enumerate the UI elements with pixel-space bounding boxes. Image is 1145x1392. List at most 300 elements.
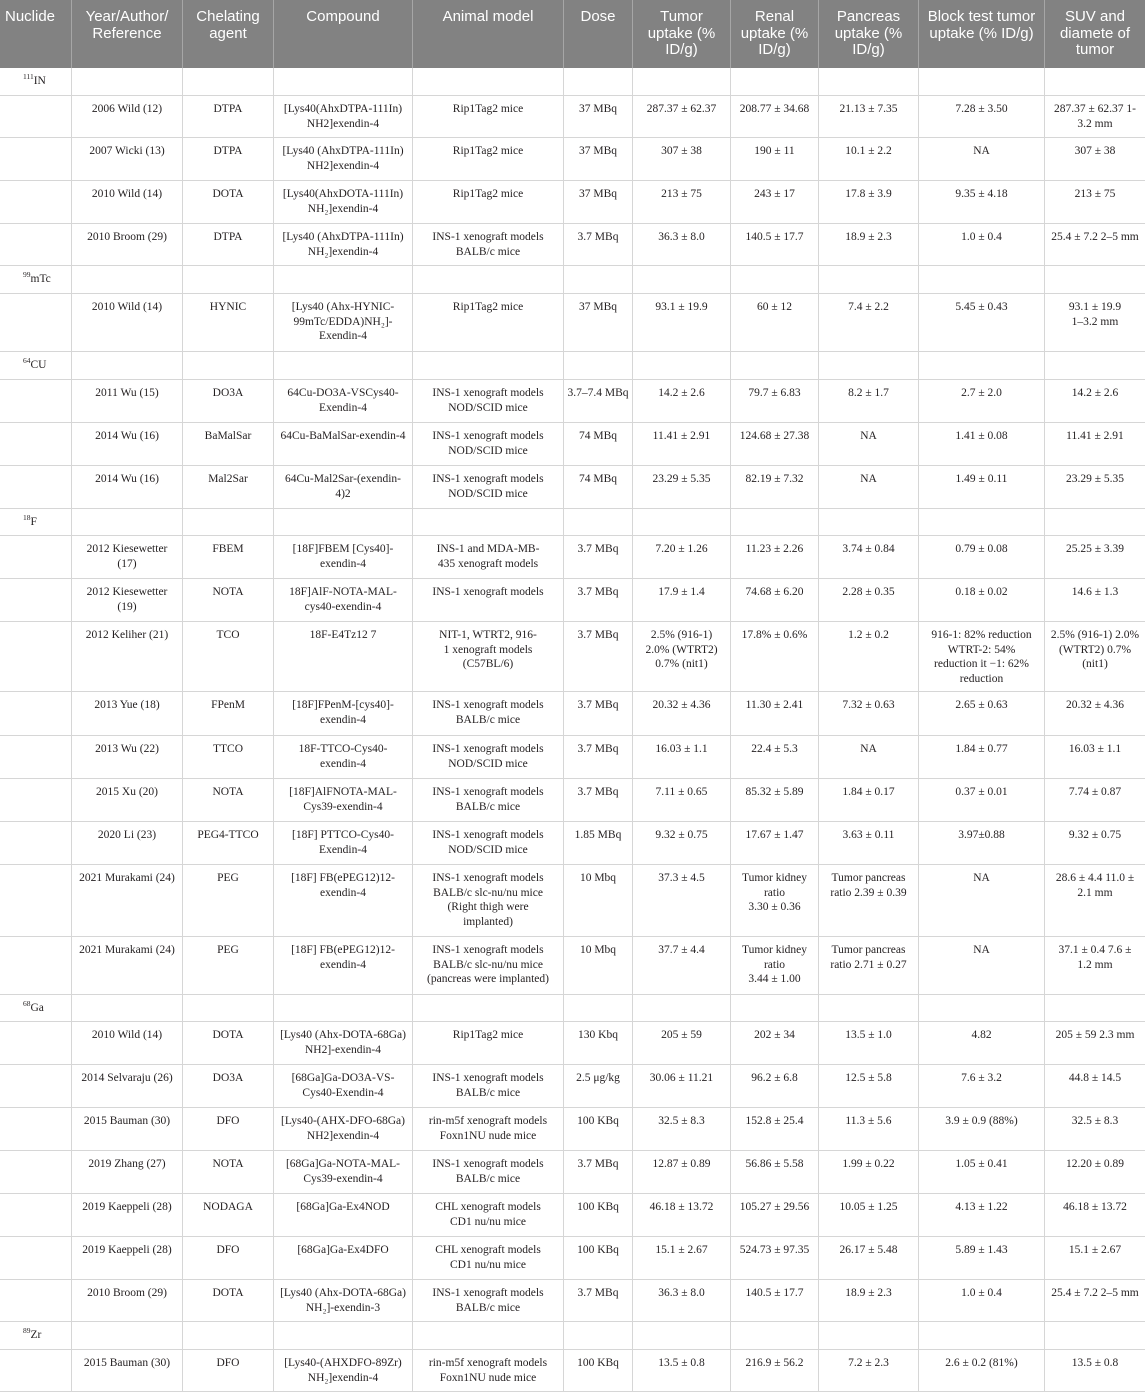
cell-animal-model: INS-1 xenograft models NOD/SCID mice <box>413 822 564 865</box>
cell-suv-diameter: 15.1 ± 2.67 <box>1045 1237 1145 1280</box>
cell-tumor-uptake <box>633 1322 731 1350</box>
cell-renal-uptake: Tumor kidney ratio 3.44 ± 1.00 <box>731 937 819 995</box>
nuclide-mass-number: 18 <box>23 513 31 522</box>
cell-year-author-reference: 2010 Wild (14) <box>72 294 183 352</box>
cell-year-author-reference: 2010 Wild (14) <box>72 1022 183 1065</box>
table-row <box>0 865 1145 937</box>
cell-pancreas-uptake: 1.2 ± 0.2 <box>819 622 919 692</box>
table-row <box>0 1151 1145 1194</box>
cell-nuclide <box>0 1350 72 1392</box>
cell-renal-uptake: 96.2 ± 6.8 <box>731 1065 819 1108</box>
cell-renal-uptake: 17.8% ± 0.6% <box>731 622 819 692</box>
cell-year-author-reference <box>72 352 183 380</box>
nuclide-label <box>0 352 72 380</box>
cell-nuclide <box>0 181 72 224</box>
cell-chelating-agent: DOTA <box>183 1022 274 1065</box>
cell-dose <box>564 509 633 536</box>
cell-compound: [68Ga]Ga-Ex4DFO <box>274 1237 413 1280</box>
cell-dose: 3.7 MBq <box>564 692 633 736</box>
cell-tumor-uptake: 37.7 ± 4.4 <box>633 937 731 995</box>
cell-tumor-uptake: 12.87 ± 0.89 <box>633 1151 731 1194</box>
cell-year-author-reference: 2020 Li (23) <box>72 822 183 865</box>
cell-dose: 3.7 MBq <box>564 736 633 779</box>
cell-compound: 18F-TTCO-Cys40- exendin-4 <box>274 736 413 779</box>
cell-compound: [Lys40-(AHXDFO-89Zr) NH₂]exendin-4 <box>274 1350 413 1392</box>
cell-suv-diameter: 32.5 ± 8.3 <box>1045 1108 1145 1151</box>
cell-compound: [Lys40(AhxDTPA-111In) NH2]exendin-4 <box>274 96 413 138</box>
cell-tumor-uptake: 307 ± 38 <box>633 138 731 181</box>
cell-suv-diameter: 23.29 ± 5.35 <box>1045 466 1145 509</box>
cell-tumor-uptake: 37.3 ± 4.5 <box>633 865 731 937</box>
cell-tumor-uptake: 9.32 ± 0.75 <box>633 822 731 865</box>
cell-block-test-tumor-uptake: 2.65 ± 0.63 <box>919 692 1045 736</box>
table-row <box>0 937 1145 995</box>
cell-year-author-reference: 2010 Broom (29) <box>72 1280 183 1322</box>
cell-animal-model: CHL xenograft models CD1 nu/nu mice <box>413 1194 564 1237</box>
cell-chelating-agent: NOTA <box>183 779 274 822</box>
cell-dose: 130 Kbq <box>564 1022 633 1065</box>
cell-pancreas-uptake: 10.1 ± 2.2 <box>819 138 919 181</box>
cell-suv-diameter: 213 ± 75 <box>1045 181 1145 224</box>
cell-compound: [68Ga]Ga-DO3A-VS- Cys40-Exendin-4 <box>274 1065 413 1108</box>
cell-chelating-agent: TTCO <box>183 736 274 779</box>
table-row <box>0 1350 1145 1392</box>
cell-chelating-agent: NOTA <box>183 579 274 622</box>
cell-suv-diameter: 205 ± 59 2.3 mm <box>1045 1022 1145 1065</box>
nuclide-mass-number: 89 <box>23 1326 31 1335</box>
cell-nuclide <box>0 466 72 509</box>
cell-compound: [68Ga]Ga-Ex4NOD <box>274 1194 413 1237</box>
cell-tumor-uptake: 93.1 ± 19.9 <box>633 294 731 352</box>
cell-year-author-reference: 2015 Xu (20) <box>72 779 183 822</box>
cell-block-test-tumor-uptake: 5.89 ± 1.43 <box>919 1237 1045 1280</box>
cell-animal-model: CHL xenograft models CD1 nu/nu mice <box>413 1237 564 1280</box>
cell-dose: 10 Mbq <box>564 865 633 937</box>
cell-renal-uptake: 60 ± 12 <box>731 294 819 352</box>
cell-block-test-tumor-uptake: 0.79 ± 0.08 <box>919 536 1045 579</box>
cell-pancreas-uptake: 8.2 ± 1.7 <box>819 380 919 423</box>
cell-renal-uptake: 190 ± 11 <box>731 138 819 181</box>
cell-year-author-reference: 2012 Keliher (21) <box>72 622 183 692</box>
cell-pancreas-uptake: NA <box>819 423 919 466</box>
cell-animal-model: INS-1 xenograft models BALB/c mice <box>413 692 564 736</box>
nuclide-mass-number: 111 <box>23 72 34 81</box>
cell-compound: [18F] FB(ePEG12)12- exendin-4 <box>274 865 413 937</box>
cell-animal-model: INS-1 xenograft models NOD/SCID mice <box>413 466 564 509</box>
cell-block-test-tumor-uptake: 916-1: 82% reduction WTRT-2: 54% reduction it −1: 62% reduction <box>919 622 1045 692</box>
cell-tumor-uptake: 287.37 ± 62.37 <box>633 96 731 138</box>
cell-pancreas-uptake: NA <box>819 736 919 779</box>
cell-suv-diameter <box>1045 266 1145 294</box>
cell-year-author-reference: 2019 Kaeppeli (28) <box>72 1194 183 1237</box>
cell-pancreas-uptake: 1.84 ± 0.17 <box>819 779 919 822</box>
cell-suv-diameter <box>1045 509 1145 536</box>
cell-nuclide <box>0 1151 72 1194</box>
cell-dose <box>564 266 633 294</box>
cell-pancreas-uptake: 3.74 ± 0.84 <box>819 536 919 579</box>
cell-chelating-agent: PEG4-TTCO <box>183 822 274 865</box>
cell-renal-uptake: 85.32 ± 5.89 <box>731 779 819 822</box>
cell-year-author-reference <box>72 1322 183 1350</box>
cell-compound: [18F]FBEM [Cys40]- exendin-4 <box>274 536 413 579</box>
table-row <box>0 736 1145 779</box>
cell-nuclide <box>0 224 72 266</box>
cell-year-author-reference: 2010 Broom (29) <box>72 224 183 266</box>
cell-renal-uptake: 22.4 ± 5.3 <box>731 736 819 779</box>
cell-tumor-uptake: 14.2 ± 2.6 <box>633 380 731 423</box>
table-row <box>0 822 1145 865</box>
cell-renal-uptake: 74.68 ± 6.20 <box>731 579 819 622</box>
cell-chelating-agent <box>183 352 274 380</box>
cell-compound <box>274 1322 413 1350</box>
cell-chelating-agent <box>183 1322 274 1350</box>
cell-pancreas-uptake: 26.17 ± 5.48 <box>819 1237 919 1280</box>
cell-chelating-agent <box>183 68 274 96</box>
cell-pancreas-uptake: 3.63 ± 0.11 <box>819 822 919 865</box>
cell-suv-diameter: 16.03 ± 1.1 <box>1045 736 1145 779</box>
cell-chelating-agent: PEG <box>183 937 274 995</box>
cell-dose: 100 KBq <box>564 1237 633 1280</box>
cell-renal-uptake: 56.86 ± 5.58 <box>731 1151 819 1194</box>
cell-animal-model: Rip1Tag2 mice <box>413 138 564 181</box>
nuclide-label <box>0 266 72 294</box>
cell-compound: [18F] PTTCO-Cys40- Exendin-4 <box>274 822 413 865</box>
cell-dose: 2.5 μg/kg <box>564 1065 633 1108</box>
column-header-renal-uptake: Renal uptake (% ID/g) <box>731 0 819 68</box>
cell-pancreas-uptake: 12.5 ± 5.8 <box>819 1065 919 1108</box>
cell-nuclide <box>0 1108 72 1151</box>
cell-animal-model <box>413 352 564 380</box>
nuclide-label <box>0 68 72 96</box>
cell-tumor-uptake: 7.20 ± 1.26 <box>633 536 731 579</box>
cell-animal-model <box>413 509 564 536</box>
cell-suv-diameter: 287.37 ± 62.37 1- 3.2 mm <box>1045 96 1145 138</box>
cell-year-author-reference: 2011 Wu (15) <box>72 380 183 423</box>
cell-pancreas-uptake: 1.99 ± 0.22 <box>819 1151 919 1194</box>
cell-tumor-uptake: 205 ± 59 <box>633 1022 731 1065</box>
cell-nuclide <box>0 736 72 779</box>
nuclide-symbol: F <box>30 516 37 528</box>
cell-animal-model: Rip1Tag2 mice <box>413 96 564 138</box>
table-row <box>0 1022 1145 1065</box>
cell-pancreas-uptake: 13.5 ± 1.0 <box>819 1022 919 1065</box>
cell-compound <box>274 995 413 1022</box>
table-row <box>0 622 1145 692</box>
cell-tumor-uptake: 36.3 ± 8.0 <box>633 1280 731 1322</box>
cell-renal-uptake: 82.19 ± 7.32 <box>731 466 819 509</box>
cell-renal-uptake <box>731 266 819 294</box>
table-row <box>0 96 1145 138</box>
cell-chelating-agent: DOTA <box>183 181 274 224</box>
cell-tumor-uptake: 36.3 ± 8.0 <box>633 224 731 266</box>
cell-nuclide <box>0 865 72 937</box>
cell-nuclide <box>0 138 72 181</box>
cell-tumor-uptake <box>633 509 731 536</box>
cell-tumor-uptake <box>633 68 731 96</box>
cell-renal-uptake <box>731 995 819 1022</box>
cell-dose <box>564 68 633 96</box>
cell-animal-model: Rip1Tag2 mice <box>413 1022 564 1065</box>
table-row <box>0 294 1145 352</box>
cell-animal-model: INS-1 xenograft models BALB/c slc-nu/nu mice (Right thigh were implanted) <box>413 865 564 937</box>
cell-block-test-tumor-uptake: 4.13 ± 1.22 <box>919 1194 1045 1237</box>
cell-suv-diameter: 7.74 ± 0.87 <box>1045 779 1145 822</box>
cell-chelating-agent: DTPA <box>183 224 274 266</box>
cell-year-author-reference: 2019 Kaeppeli (28) <box>72 1237 183 1280</box>
cell-suv-diameter: 93.1 ± 19.9 1–3.2 mm <box>1045 294 1145 352</box>
cell-tumor-uptake <box>633 266 731 294</box>
cell-dose: 74 MBq <box>564 466 633 509</box>
cell-block-test-tumor-uptake: 1.0 ± 0.4 <box>919 224 1045 266</box>
cell-dose: 37 MBq <box>564 138 633 181</box>
table-row <box>0 423 1145 466</box>
cell-dose: 10 Mbq <box>564 937 633 995</box>
cell-suv-diameter <box>1045 68 1145 96</box>
cell-tumor-uptake: 20.32 ± 4.36 <box>633 692 731 736</box>
cell-block-test-tumor-uptake: 1.41 ± 0.08 <box>919 423 1045 466</box>
cell-suv-diameter: 11.41 ± 2.91 <box>1045 423 1145 466</box>
nuclide-section-row <box>0 1322 1145 1350</box>
nuclide-section-row <box>0 266 1145 294</box>
table-row <box>0 224 1145 266</box>
nuclide-label <box>0 995 72 1022</box>
nuclide-symbol: Ga <box>30 1002 44 1014</box>
cell-renal-uptake: Tumor kidney ratio 3.30 ± 0.36 <box>731 865 819 937</box>
cell-tumor-uptake: 15.1 ± 2.67 <box>633 1237 731 1280</box>
cell-pancreas-uptake: 21.13 ± 7.35 <box>819 96 919 138</box>
cell-nuclide <box>0 1022 72 1065</box>
cell-year-author-reference: 2014 Wu (16) <box>72 423 183 466</box>
table-header <box>0 0 1145 68</box>
cell-suv-diameter: 2.5% (916-1) 2.0% (WTRT2) 0.7% (nit1) <box>1045 622 1145 692</box>
cell-chelating-agent: NOTA <box>183 1151 274 1194</box>
cell-animal-model: INS-1 xenograft models BALB/c mice <box>413 779 564 822</box>
cell-animal-model: INS-1 xenograft models NOD/SCID mice <box>413 380 564 423</box>
cell-compound <box>274 266 413 294</box>
cell-year-author-reference: 2013 Yue (18) <box>72 692 183 736</box>
cell-chelating-agent <box>183 995 274 1022</box>
cell-animal-model: rin-m5f xenograft models Foxn1NU nude mice <box>413 1350 564 1392</box>
cell-year-author-reference: 2012 Kiesewetter (19) <box>72 579 183 622</box>
nuclide-section-row <box>0 509 1145 536</box>
cell-animal-model: INS-1 xenograft models NOD/SCID mice <box>413 736 564 779</box>
cell-animal-model: INS-1 xenograft models BALB/c mice <box>413 1280 564 1322</box>
cell-compound: 18F-E4Tz12 7 <box>274 622 413 692</box>
cell-block-test-tumor-uptake: 1.84 ± 0.77 <box>919 736 1045 779</box>
table-row <box>0 466 1145 509</box>
cell-pancreas-uptake <box>819 509 919 536</box>
cell-dose: 3.7–7.4 MBq <box>564 380 633 423</box>
cell-dose: 100 KBq <box>564 1194 633 1237</box>
cell-block-test-tumor-uptake: NA <box>919 138 1045 181</box>
cell-pancreas-uptake: 17.8 ± 3.9 <box>819 181 919 224</box>
cell-animal-model: INS-1 xenograft models BALB/c mice <box>413 1151 564 1194</box>
cell-pancreas-uptake: 10.05 ± 1.25 <box>819 1194 919 1237</box>
cell-nuclide <box>0 423 72 466</box>
cell-dose: 3.7 MBq <box>564 536 633 579</box>
cell-year-author-reference: 2021 Murakami (24) <box>72 865 183 937</box>
table-row <box>0 1108 1145 1151</box>
table-row <box>0 1065 1145 1108</box>
cell-renal-uptake: 105.27 ± 29.56 <box>731 1194 819 1237</box>
column-header-block-test-tumor-uptake: Block test tumor uptake (% ID/g) <box>919 0 1045 68</box>
table-row <box>0 692 1145 736</box>
cell-chelating-agent: DTPA <box>183 138 274 181</box>
column-header-suv-diameter: SUV and diamete of tumor <box>1059 8 1131 58</box>
cell-year-author-reference: 2015 Bauman (30) <box>72 1108 183 1151</box>
cell-suv-diameter: 44.8 ± 14.5 <box>1045 1065 1145 1108</box>
cell-nuclide <box>0 622 72 692</box>
cell-nuclide <box>0 937 72 995</box>
cell-tumor-uptake: 30.06 ± 11.21 <box>633 1065 731 1108</box>
cell-nuclide <box>0 692 72 736</box>
column-header-nuclide: Nuclide <box>0 0 72 68</box>
cell-suv-diameter: 37.1 ± 0.4 7.6 ± 1.2 mm <box>1045 937 1145 995</box>
cell-pancreas-uptake: 18.9 ± 2.3 <box>819 1280 919 1322</box>
cell-compound: [68Ga]Ga-NOTA-MAL- Cys39-exendin-4 <box>274 1151 413 1194</box>
cell-chelating-agent: DO3A <box>183 1065 274 1108</box>
column-header-year-author-reference: Year/Author/ Reference <box>72 0 183 68</box>
cell-block-test-tumor-uptake <box>919 266 1045 294</box>
cell-pancreas-uptake: 11.3 ± 5.6 <box>819 1108 919 1151</box>
cell-tumor-uptake: 23.29 ± 5.35 <box>633 466 731 509</box>
cell-nuclide <box>0 536 72 579</box>
cell-block-test-tumor-uptake <box>919 68 1045 96</box>
cell-year-author-reference: 2012 Kiesewetter (17) <box>72 536 183 579</box>
cell-chelating-agent: DTPA <box>183 96 274 138</box>
cell-year-author-reference: 2021 Murakami (24) <box>72 937 183 995</box>
cell-suv-diameter: 14.2 ± 2.6 <box>1045 380 1145 423</box>
cell-renal-uptake <box>731 352 819 380</box>
cell-dose: 37 MBq <box>564 96 633 138</box>
cell-pancreas-uptake: 2.28 ± 0.35 <box>819 579 919 622</box>
cell-renal-uptake <box>731 68 819 96</box>
cell-compound: [18F]AlFNOTA-MAL- Cys39-exendin-4 <box>274 779 413 822</box>
cell-tumor-uptake: 11.41 ± 2.91 <box>633 423 731 466</box>
cell-suv-diameter: 12.20 ± 0.89 <box>1045 1151 1145 1194</box>
cell-suv-diameter: 25.25 ± 3.39 <box>1045 536 1145 579</box>
cell-compound: [Lys40 (Ahx-DOTA-68Ga) NH2]-exendin-4 <box>274 1022 413 1065</box>
cell-suv-diameter: 28.6 ± 4.4 11.0 ± 2.1 mm <box>1045 865 1145 937</box>
cell-suv-diameter <box>1045 995 1145 1022</box>
nuclide-mass-number: 64 <box>23 356 31 365</box>
cell-block-test-tumor-uptake: 1.49 ± 0.11 <box>919 466 1045 509</box>
cell-chelating-agent: FPenM <box>183 692 274 736</box>
cell-year-author-reference: 2013 Wu (22) <box>72 736 183 779</box>
cell-dose <box>564 352 633 380</box>
cell-chelating-agent: DOTA <box>183 1280 274 1322</box>
cell-pancreas-uptake <box>819 68 919 96</box>
cell-nuclide <box>0 579 72 622</box>
cell-compound: [Lys40(AhxDOTA-111In) NH₂]exendin-4 <box>274 181 413 224</box>
nuclide-label <box>0 509 72 536</box>
cell-dose <box>564 1322 633 1350</box>
cell-dose: 3.7 MBq <box>564 622 633 692</box>
cell-suv-diameter: 25.4 ± 7.2 2–5 mm <box>1045 224 1145 266</box>
table-row <box>0 380 1145 423</box>
cell-pancreas-uptake <box>819 1322 919 1350</box>
cell-year-author-reference: 2014 Selvaraju (26) <box>72 1065 183 1108</box>
cell-renal-uptake: 79.7 ± 6.83 <box>731 380 819 423</box>
cell-year-author-reference <box>72 995 183 1022</box>
cell-animal-model <box>413 995 564 1022</box>
column-header-animal-model: Animal model <box>413 0 564 68</box>
cell-animal-model: rin-m5f xenograft models Foxn1NU nude mice <box>413 1108 564 1151</box>
cell-block-test-tumor-uptake: 5.45 ± 0.43 <box>919 294 1045 352</box>
cell-block-test-tumor-uptake: NA <box>919 937 1045 995</box>
cell-tumor-uptake: 13.5 ± 0.8 <box>633 1350 731 1392</box>
column-header-tumor-uptake: Tumor uptake (% ID/g) <box>633 0 731 68</box>
cell-pancreas-uptake: 7.2 ± 2.3 <box>819 1350 919 1392</box>
cell-nuclide <box>0 96 72 138</box>
cell-dose: 3.7 MBq <box>564 224 633 266</box>
cell-chelating-agent <box>183 266 274 294</box>
cell-compound: 18F]AlF-NOTA-MAL- cys40-exendin-4 <box>274 579 413 622</box>
table-row <box>0 1194 1145 1237</box>
cell-year-author-reference: 2006 Wild (12) <box>72 96 183 138</box>
cell-suv-diameter: 9.32 ± 0.75 <box>1045 822 1145 865</box>
cell-block-test-tumor-uptake: 3.97±0.88 <box>919 822 1045 865</box>
cell-renal-uptake: 140.5 ± 17.7 <box>731 224 819 266</box>
cell-chelating-agent: Mal2Sar <box>183 466 274 509</box>
cell-block-test-tumor-uptake <box>919 995 1045 1022</box>
cell-dose <box>564 995 633 1022</box>
cell-chelating-agent: DFO <box>183 1237 274 1280</box>
cell-chelating-agent <box>183 509 274 536</box>
cell-dose: 100 KBq <box>564 1108 633 1151</box>
cell-year-author-reference: 2019 Zhang (27) <box>72 1151 183 1194</box>
cell-chelating-agent: NODAGA <box>183 1194 274 1237</box>
cell-suv-diameter: 46.18 ± 13.72 <box>1045 1194 1145 1237</box>
cell-nuclide <box>0 1237 72 1280</box>
cell-compound: [18F]FPenM-[cys40]- exendin-4 <box>274 692 413 736</box>
cell-pancreas-uptake: NA <box>819 466 919 509</box>
cell-suv-diameter: 14.6 ± 1.3 <box>1045 579 1145 622</box>
cell-renal-uptake: 243 ± 17 <box>731 181 819 224</box>
nuclide-section-row <box>0 995 1145 1022</box>
cell-renal-uptake: 17.67 ± 1.47 <box>731 822 819 865</box>
cell-pancreas-uptake: Tumor pancreas ratio 2.71 ± 0.27 <box>819 937 919 995</box>
cell-suv-diameter: 13.5 ± 0.8 <box>1045 1350 1145 1392</box>
table-row <box>0 138 1145 181</box>
cell-chelating-agent: DFO <box>183 1108 274 1151</box>
cell-year-author-reference: 2010 Wild (14) <box>72 181 183 224</box>
cell-dose: 3.7 MBq <box>564 1151 633 1194</box>
cell-year-author-reference: 2015 Bauman (30) <box>72 1350 183 1392</box>
nuclide-section-row <box>0 352 1145 380</box>
table-row <box>0 1280 1145 1322</box>
cell-nuclide <box>0 1194 72 1237</box>
cell-block-test-tumor-uptake: 1.05 ± 0.41 <box>919 1151 1045 1194</box>
cell-block-test-tumor-uptake: 3.9 ± 0.9 (88%) <box>919 1108 1045 1151</box>
cell-pancreas-uptake: 7.32 ± 0.63 <box>819 692 919 736</box>
cell-suv-diameter: 307 ± 38 <box>1045 138 1145 181</box>
cell-block-test-tumor-uptake: 0.18 ± 0.02 <box>919 579 1045 622</box>
cell-suv-diameter: 20.32 ± 4.36 <box>1045 692 1145 736</box>
nuclide-mass-number: 99 <box>23 270 31 279</box>
cell-animal-model: INS-1 xenograft models BALB/c mice <box>413 1065 564 1108</box>
cell-animal-model: Rip1Tag2 mice <box>413 294 564 352</box>
cell-renal-uptake: 152.8 ± 25.4 <box>731 1108 819 1151</box>
cell-animal-model: NIT-1, WTRT2, 916- 1 xenograft models (C57BL/6) <box>413 622 564 692</box>
cell-nuclide <box>0 1280 72 1322</box>
cell-renal-uptake: 524.73 ± 97.35 <box>731 1237 819 1280</box>
cell-pancreas-uptake: Tumor pancreas ratio 2.39 ± 0.39 <box>819 865 919 937</box>
column-header-dose: Dose <box>564 0 633 68</box>
cell-year-author-reference <box>72 266 183 294</box>
cell-block-test-tumor-uptake: 9.35 ± 4.18 <box>919 181 1045 224</box>
column-header-chelating-agent: Chelating agent <box>183 0 274 68</box>
